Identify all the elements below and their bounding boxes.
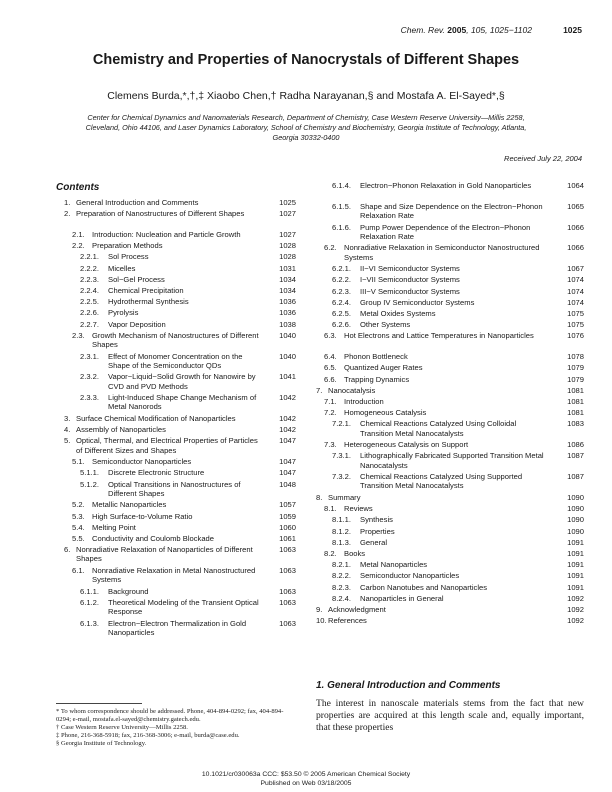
toc-entry-number: 6.1.2.: [80, 598, 99, 607]
toc-entry-page: 1063: [279, 598, 296, 607]
toc-entry-number: 2.3.: [72, 330, 85, 340]
toc-entry-number: 2.3.1.: [80, 351, 99, 361]
toc-entry[interactable]: [316, 181, 584, 200]
toc-entry-page: 1075: [567, 320, 584, 330]
toc-entry-number: 8.2.3.: [332, 582, 351, 592]
toc-entry-page: 1036: [279, 297, 296, 307]
toc-entry-page: 1074: [567, 275, 584, 285]
toc-entry[interactable]: [316, 298, 584, 308]
toc-entry[interactable]: [316, 375, 584, 385]
toc-entry-title: High Surface-to-Volume Ratio: [92, 511, 193, 521]
toc-entry-title: Shape and Size Dependence on the Electron−Phonon Relaxation Rate: [360, 201, 543, 220]
toc-entry[interactable]: [316, 320, 584, 330]
toc-entry-page: 1078: [567, 352, 584, 362]
toc-entry-title: Vapor−Liquid−Solid Growth for Nanowire by CVD and PVD Methods: [108, 372, 256, 391]
toc-entry[interactable]: [64, 598, 296, 617]
toc-entry[interactable]: [316, 594, 584, 604]
toc-entry[interactable]: [316, 331, 584, 350]
toc-entry-page: 1091: [567, 582, 584, 592]
toc-entry-number: 7.1.: [324, 397, 337, 406]
running-header-journal: Chem. Rev. 2005, 105, 1025−1102: [400, 25, 532, 35]
article-title: Chemistry and Properties of Nanocrystals of Different Shapes: [92, 52, 520, 68]
toc-entry-number: 2.1.: [72, 230, 85, 239]
journal-name: Chem. Rev.: [400, 25, 445, 35]
toc-entry[interactable]: [316, 397, 584, 407]
toc-entry-page: 1025: [279, 198, 296, 207]
toc-entry-title: Trapping Dynamics: [344, 374, 410, 384]
toc-entry-title: Other Systems: [360, 320, 411, 330]
toc-entry[interactable]: [64, 512, 296, 522]
toc-entry-title: Electron−Electron Thermalization in Gold Nanoparticles: [108, 618, 247, 637]
toc-entry-page: 1086: [567, 440, 584, 450]
toc-entry-title: Surface Chemical Modification of Nanoparticles: [76, 414, 236, 423]
toc-entry-number: 2.: [64, 209, 71, 219]
toc-entry-number: 6.2.3.: [332, 286, 351, 296]
toc-entry[interactable]: [316, 527, 584, 537]
toc-entry-page: 1065: [567, 201, 584, 211]
toc-entry-title: I−VII Semiconductor Systems: [360, 275, 460, 285]
toc-entry-number: 4.: [64, 425, 71, 435]
toc-entry-page: 1063: [279, 618, 296, 628]
toc-entry-page: 1090: [567, 526, 584, 536]
toc-entry[interactable]: [64, 414, 296, 424]
toc-entry-page: 1091: [567, 571, 584, 581]
toc-entry-page: 1076: [567, 331, 584, 341]
toc-entry[interactable]: [64, 523, 296, 533]
toc-entry-number: 8.2.: [324, 549, 337, 558]
footnote-rule: [56, 703, 142, 704]
toc-entry-number: 2.2.3.: [80, 274, 99, 284]
toc-entry-title: Background: [108, 586, 149, 596]
toc-entry[interactable]: [316, 560, 584, 570]
toc-entry-number: 2.2.2.: [80, 263, 99, 273]
toc-entry-title: Growth Mechanism of Nanostructures of Different Shapes: [92, 330, 259, 349]
toc-entry-page: 1034: [279, 274, 296, 284]
toc-entry-title: Semiconductor Nanoparticles: [92, 457, 192, 467]
toc-entry-page: 1091: [567, 537, 584, 547]
toc-entry[interactable]: [64, 230, 296, 240]
toc-entry-title: Pump Power Dependence of the Electron−Phonon Relaxation Rate: [360, 222, 531, 241]
toc-entry-page: 1047: [279, 468, 296, 478]
toc-entry-number: 7.2.1.: [332, 419, 351, 429]
toc-entry-number: 5.5.: [72, 534, 85, 543]
footer-doi: 10.1021/cr030063a CCC: $53.50 © 2005 American Chemical Society: [201, 771, 411, 778]
toc-entry[interactable]: [316, 504, 584, 514]
footnotes: [56, 708, 296, 748]
affiliation: Center for Chemical Dynamics and Nanomaterials Research, Department of Chemistry, Case Western Reserve University—Millis 2258, Cleveland, Ohio 44106, and Laser Dynamics Laboratory, School of Chemistry and Biochemistry, Georgia Institute of Technology, Atlanta, Georgia 30332-0400: [85, 113, 527, 142]
toc-entry-title: Assembly of Nanoparticles: [76, 425, 166, 435]
toc-entry[interactable]: [64, 393, 296, 412]
toc-entry-title: Nanoparticles in General: [360, 593, 444, 603]
page-number: 1025: [563, 25, 582, 35]
toc-entry[interactable]: [316, 440, 584, 450]
toc-entry-title: Optical Transitions in Nanostructures of Different Shapes: [108, 479, 241, 498]
toc-entry-page: 1091: [567, 549, 584, 558]
toc-entry[interactable]: [316, 275, 584, 285]
footnote-case-western: † Case Western Reserve University—Millis 2258.: [56, 724, 188, 731]
toc-entry-page: 1090: [567, 515, 584, 525]
footnote-burda-contact: ‡ Phone, 216-368-5918; fax, 216-368-3006; e-mail, burda@case.edu.: [56, 732, 240, 739]
toc-entry-page: 1041: [279, 372, 296, 382]
toc-entry-page: 1074: [567, 297, 584, 307]
toc-entry-page: 1081: [567, 408, 584, 418]
toc-entry-title: Nonradiative Relaxation of Nanoparticles of Different Shapes: [76, 545, 253, 564]
toc-entry-title: Introduction: Nucleation and Particle Growth: [92, 230, 241, 239]
toc-entry-title: Heterogeneous Catalysis on Support: [344, 440, 469, 450]
toc-entry-title: Carbon Nanotubes and Nanoparticles: [360, 582, 488, 592]
toc-entry-title: References: [328, 616, 367, 626]
toc-entry[interactable]: [316, 386, 584, 396]
toc-entry-number: 5.2.: [72, 500, 85, 510]
author-list: Clemens Burda,*,†,‡ Xiaobo Chen,† Radha Narayanan,§ and Mostafa A. El-Sayed*,§: [107, 90, 505, 102]
toc-entry-title: Books: [344, 549, 366, 558]
toc-entry[interactable]: [316, 243, 584, 262]
toc-entry-title: Chemical Reactions Catalyzed Using Colloidal Transition Metal Nanocatalysts: [360, 419, 517, 438]
toc-entry-number: 6.2.: [324, 243, 337, 253]
toc-entry-number: 6.5.: [324, 363, 337, 373]
toc-entry-page: 1081: [567, 397, 584, 406]
toc-entry[interactable]: [64, 275, 296, 285]
toc-entry-title: Chemical Reactions Catalyzed Using Supported Transition Metal Nanocatalysts: [360, 472, 523, 491]
toc-entry-number: 2.3.2.: [80, 372, 99, 382]
toc-entry-page: 1042: [279, 393, 296, 403]
toc-entry-number: 8.: [316, 493, 323, 502]
toc-entry-title: Metal Oxides Systems: [360, 309, 436, 318]
toc-entry-title: Light-Induced Shape Change Mechanism of Metal Nanorods: [108, 393, 257, 412]
toc-entry-page: 1047: [279, 436, 296, 446]
page-footer: [0, 771, 612, 788]
toc-entry[interactable]: [316, 538, 584, 548]
toc-entry[interactable]: [64, 352, 296, 371]
toc-entry-number: 6.1.1.: [80, 586, 99, 596]
toc-entry[interactable]: [316, 264, 584, 274]
toc-entry[interactable]: [64, 372, 296, 391]
toc-entry-number: 6.1.6.: [332, 222, 351, 232]
journal-year: 2005: [447, 25, 467, 35]
toc-entry-number: 6.3.: [324, 331, 337, 341]
toc-entry[interactable]: [64, 500, 296, 510]
toc-entry-title: Metal Nanoparticles: [360, 560, 428, 570]
toc-entry[interactable]: [316, 309, 584, 319]
toc-entry-title: Metallic Nanoparticles: [92, 500, 167, 510]
toc-entry-page: 1059: [279, 511, 296, 521]
toc-entry-page: 1066: [567, 222, 584, 232]
toc-entry-page: 1087: [567, 472, 584, 482]
toc-entry[interactable]: [316, 472, 584, 491]
toc-entry-number: 6.6.: [324, 374, 337, 384]
toc-entry-page: 1027: [279, 209, 296, 219]
toc-entry-title: Hydrothermal Synthesis: [108, 297, 189, 307]
toc-entry-number: 2.2.5.: [80, 297, 99, 307]
toc-entry-title: Homogeneous Catalysis: [344, 408, 427, 418]
toc-entry-page: 1083: [567, 419, 584, 429]
toc-entry-title: Acknowledgment: [328, 605, 386, 614]
toc-entry-page: 1091: [567, 560, 584, 570]
toc-entry-title: Conductivity and Coulomb Blockade: [92, 534, 214, 543]
toc-entry[interactable]: [316, 549, 584, 559]
toc-entry[interactable]: [316, 451, 584, 470]
toc-entry[interactable]: [64, 566, 296, 585]
toc-entry-page: 1061: [279, 534, 296, 543]
toc-entry-number: 6.: [64, 545, 71, 555]
toc-entry-number: 6.1.3.: [80, 618, 99, 628]
toc-entry-number: 6.2.6.: [332, 320, 351, 330]
toc-entry-number: 8.1.1.: [332, 515, 351, 525]
toc-entry[interactable]: [64, 241, 296, 251]
footnote-correspondence: * To whom correspondence should be addressed. Phone, 404-894-0292; fax, 404-894-0294; e-mail, mostafa.el-sayed@chemistry.gatech.edu.: [56, 708, 284, 723]
toc-entry[interactable]: [64, 264, 296, 274]
toc-entry-number: 6.4.: [324, 352, 337, 362]
toc-entry-page: 1063: [279, 586, 296, 596]
toc-entry[interactable]: [64, 297, 296, 307]
toc-entry-title: Reviews: [344, 504, 373, 514]
toc-entry[interactable]: [64, 587, 296, 597]
toc-entry-number: 5.1.: [72, 457, 85, 467]
toc-entry-number: 10.: [316, 616, 327, 626]
toc-entry-title: Theoretical Modeling of the Transient Optical Response: [108, 598, 259, 617]
toc-entry[interactable]: [64, 545, 296, 564]
toc-entry-page: 1066: [567, 243, 584, 253]
toc-entry-page: 1092: [567, 605, 584, 614]
toc-entry-page: 1036: [279, 308, 296, 318]
toc-entry-page: 1040: [279, 351, 296, 361]
toc-entry-number: 6.2.4.: [332, 297, 351, 307]
toc-entry-title: Properties: [360, 526, 395, 536]
toc-entry-number: 2.2.4.: [80, 286, 99, 295]
toc-entry-page: 1042: [279, 414, 296, 423]
toc-entry-title: Lithographically Fabricated Supported Transition Metal Nanocatalysts: [360, 451, 544, 470]
toc-entry-page: 1090: [567, 504, 584, 514]
toc-entry[interactable]: [64, 457, 296, 467]
toc-entry[interactable]: [316, 515, 584, 525]
toc-entry-number: 2.2.7.: [80, 319, 99, 329]
toc-entry-page: 1074: [567, 286, 584, 296]
toc-entry-number: 8.2.2.: [332, 571, 351, 581]
toc-entry-title: Nonradiative Relaxation in Semiconductor Nanostructured Systems: [344, 243, 540, 262]
toc-entry-page: 1048: [279, 479, 296, 489]
toc-entry-number: 7.: [316, 385, 323, 395]
toc-entry-number: 7.3.1.: [332, 451, 351, 461]
toc-entry[interactable]: [316, 202, 584, 221]
toc-entry-number: 7.3.: [324, 440, 337, 450]
toc-entry[interactable]: [316, 493, 584, 503]
toc-entry-number: 8.2.4.: [332, 593, 351, 603]
toc-right-column: [316, 181, 584, 671]
toc-entry[interactable]: [316, 408, 584, 418]
toc-entry-number: 2.2.6.: [80, 308, 99, 318]
toc-entry-number: 8.1.3.: [332, 537, 351, 547]
toc-entry-number: 2.2.: [72, 241, 85, 251]
toc-entry[interactable]: [64, 320, 296, 330]
toc-entry-number: 5.1.2.: [80, 479, 99, 489]
toc-entry-title: Summary: [328, 493, 361, 502]
journal-volume-pages: 105, 1025−1102: [470, 25, 532, 35]
toc-entry-title: II−VI Semiconductor Systems: [360, 264, 460, 274]
toc-entry[interactable]: [64, 209, 296, 228]
toc-entry-page: 1092: [567, 593, 584, 603]
toc-entry-number: 7.3.2.: [332, 472, 351, 482]
toc-entry-page: 1040: [279, 330, 296, 340]
toc-entry-number: 8.1.2.: [332, 526, 351, 536]
toc-entry-number: 6.2.2.: [332, 275, 351, 285]
toc-entry-number: 2.2.1.: [80, 252, 99, 262]
footer-published: Published on Web 03/18/2005: [260, 779, 352, 787]
toc-entry-number: 8.1.: [324, 504, 337, 514]
toc-entry-number: 2.3.3.: [80, 393, 99, 403]
toc-entry[interactable]: [64, 534, 296, 544]
toc-entry-title: Pyrolysis: [108, 308, 139, 318]
toc-entry-number: 8.2.1.: [332, 560, 351, 570]
toc-entry-title: Micelles: [108, 263, 136, 273]
toc-entry-number: 6.1.4.: [332, 181, 351, 190]
toc-entry-page: 1067: [567, 264, 584, 274]
toc-entry-title: Melting Point: [92, 522, 136, 532]
body-paragraph: The interest in nanoscale materials stems from the fact that new properties are acquired at this length scale and, equally important, that these properties: [316, 698, 584, 733]
toc-entry[interactable]: [64, 308, 296, 318]
toc-entry-page: 1075: [567, 309, 584, 318]
toc-entry-page: 1079: [567, 363, 584, 373]
toc-entry-number: 3.: [64, 414, 71, 423]
toc-entry-number: 6.2.5.: [332, 309, 351, 318]
toc-entry-page: 1063: [279, 545, 296, 555]
toc-entry-number: 5.: [64, 436, 71, 446]
toc-entry-title: Nonradiative Relaxation in Metal Nanostructured Systems: [92, 566, 256, 585]
toc-entry-title: Effect of Monomer Concentration on the Shape of the Semiconductor QDs: [108, 351, 243, 370]
toc-entry[interactable]: [64, 468, 296, 478]
toc-entry-number: 5.1.1.: [80, 468, 99, 478]
toc-entry-title: Hot Electrons and Lattice Temperatures in Nanoparticles: [344, 331, 534, 341]
toc-entry-page: 1042: [279, 425, 296, 435]
contents-heading: Contents: [56, 182, 100, 193]
toc-entry-title: III−V Semiconductor Systems: [360, 286, 460, 296]
toc-entry-page: 1047: [279, 457, 296, 467]
toc-entry-page: 1064: [567, 181, 584, 190]
toc-entry[interactable]: [64, 252, 296, 262]
toc-entry-page: 1081: [567, 385, 584, 395]
toc-entry[interactable]: [64, 619, 296, 638]
toc-entry-title: Quantized Auger Rates: [344, 363, 423, 373]
toc-entry[interactable]: [64, 331, 296, 350]
toc-entry-title: Chemical Precipitation: [108, 286, 184, 295]
toc-entry-number: 1.: [64, 198, 71, 207]
toc-entry-title: Group IV Semiconductor Systems: [360, 297, 475, 307]
toc-entry-title: Preparation of Nanostructures of Different Shapes: [76, 209, 245, 219]
toc-entry[interactable]: [64, 425, 296, 435]
toc-entry-page: 1060: [279, 522, 296, 532]
toc-entry[interactable]: [64, 436, 296, 455]
toc-entry-page: 1063: [279, 566, 296, 575]
toc-entry-page: 1028: [279, 241, 296, 251]
toc-entry[interactable]: [316, 363, 584, 373]
toc-entry[interactable]: [64, 198, 296, 208]
toc-entry[interactable]: [316, 352, 584, 362]
toc-entry-title: Discrete Electronic Structure: [108, 468, 205, 478]
toc-entry[interactable]: [316, 571, 584, 581]
toc-entry-title: General Introduction and Comments: [76, 198, 199, 207]
toc-entry[interactable]: [316, 287, 584, 297]
toc-entry-number: 9.: [316, 605, 323, 614]
toc-entry-page: 1027: [279, 230, 296, 239]
toc-entry-title: Preparation Methods: [92, 241, 163, 251]
toc-entry-number: 5.3.: [72, 511, 85, 521]
toc-entry-title: Nanocatalysis: [328, 385, 376, 395]
toc-entry-page: 1034: [279, 286, 296, 295]
toc-entry-page: 1079: [567, 374, 584, 384]
toc-entry-number: 5.4.: [72, 522, 85, 532]
toc-entry-title: General: [360, 537, 388, 547]
toc-entry-page: 1057: [279, 500, 296, 510]
toc-entry-page: 1092: [567, 616, 584, 626]
toc-entry[interactable]: [64, 480, 296, 499]
toc-entry-page: 1028: [279, 252, 296, 262]
received-date: Received July 22, 2004: [504, 154, 582, 163]
toc-entry-number: 6.1.5.: [332, 201, 351, 211]
section-heading: 1. General Introduction and Comments: [316, 680, 501, 691]
toc-entry[interactable]: [316, 223, 584, 242]
toc-entry-number: 7.2.: [324, 408, 337, 418]
toc-entry[interactable]: [316, 583, 584, 593]
footnote-georgia-tech: § Georgia Institute of Technology.: [56, 740, 147, 747]
toc-entry-title: Synthesis: [360, 515, 393, 525]
toc-entry[interactable]: [316, 616, 584, 626]
toc-entry-page: 1031: [279, 263, 296, 273]
toc-entry-title: Introduction: [344, 397, 384, 406]
toc-entry-number: 6.1.: [72, 566, 85, 575]
toc-left-column: [64, 198, 296, 678]
toc-entry-page: 1090: [567, 493, 584, 502]
toc-entry[interactable]: [316, 605, 584, 615]
toc-entry-title: Sol Process: [108, 252, 149, 262]
toc-entry-title: Sol−Gel Process: [108, 274, 165, 284]
toc-entry-title: Electron−Phonon Relaxation in Gold Nanoparticles: [360, 181, 532, 190]
toc-entry-title: Phonon Bottleneck: [344, 352, 408, 362]
toc-entry[interactable]: [64, 286, 296, 296]
toc-entry-page: 1038: [279, 319, 296, 329]
toc-entry-title: Optical, Thermal, and Electrical Properties of Particles of Different Sizes and Shapes: [76, 436, 258, 455]
toc-entry-page: 1087: [567, 451, 584, 461]
toc-entry[interactable]: [316, 419, 584, 438]
toc-entry-title: Semiconductor Nanoparticles: [360, 571, 460, 581]
toc-entry-number: 6.2.1.: [332, 264, 351, 274]
toc-entry-title: Vapor Deposition: [108, 319, 166, 329]
